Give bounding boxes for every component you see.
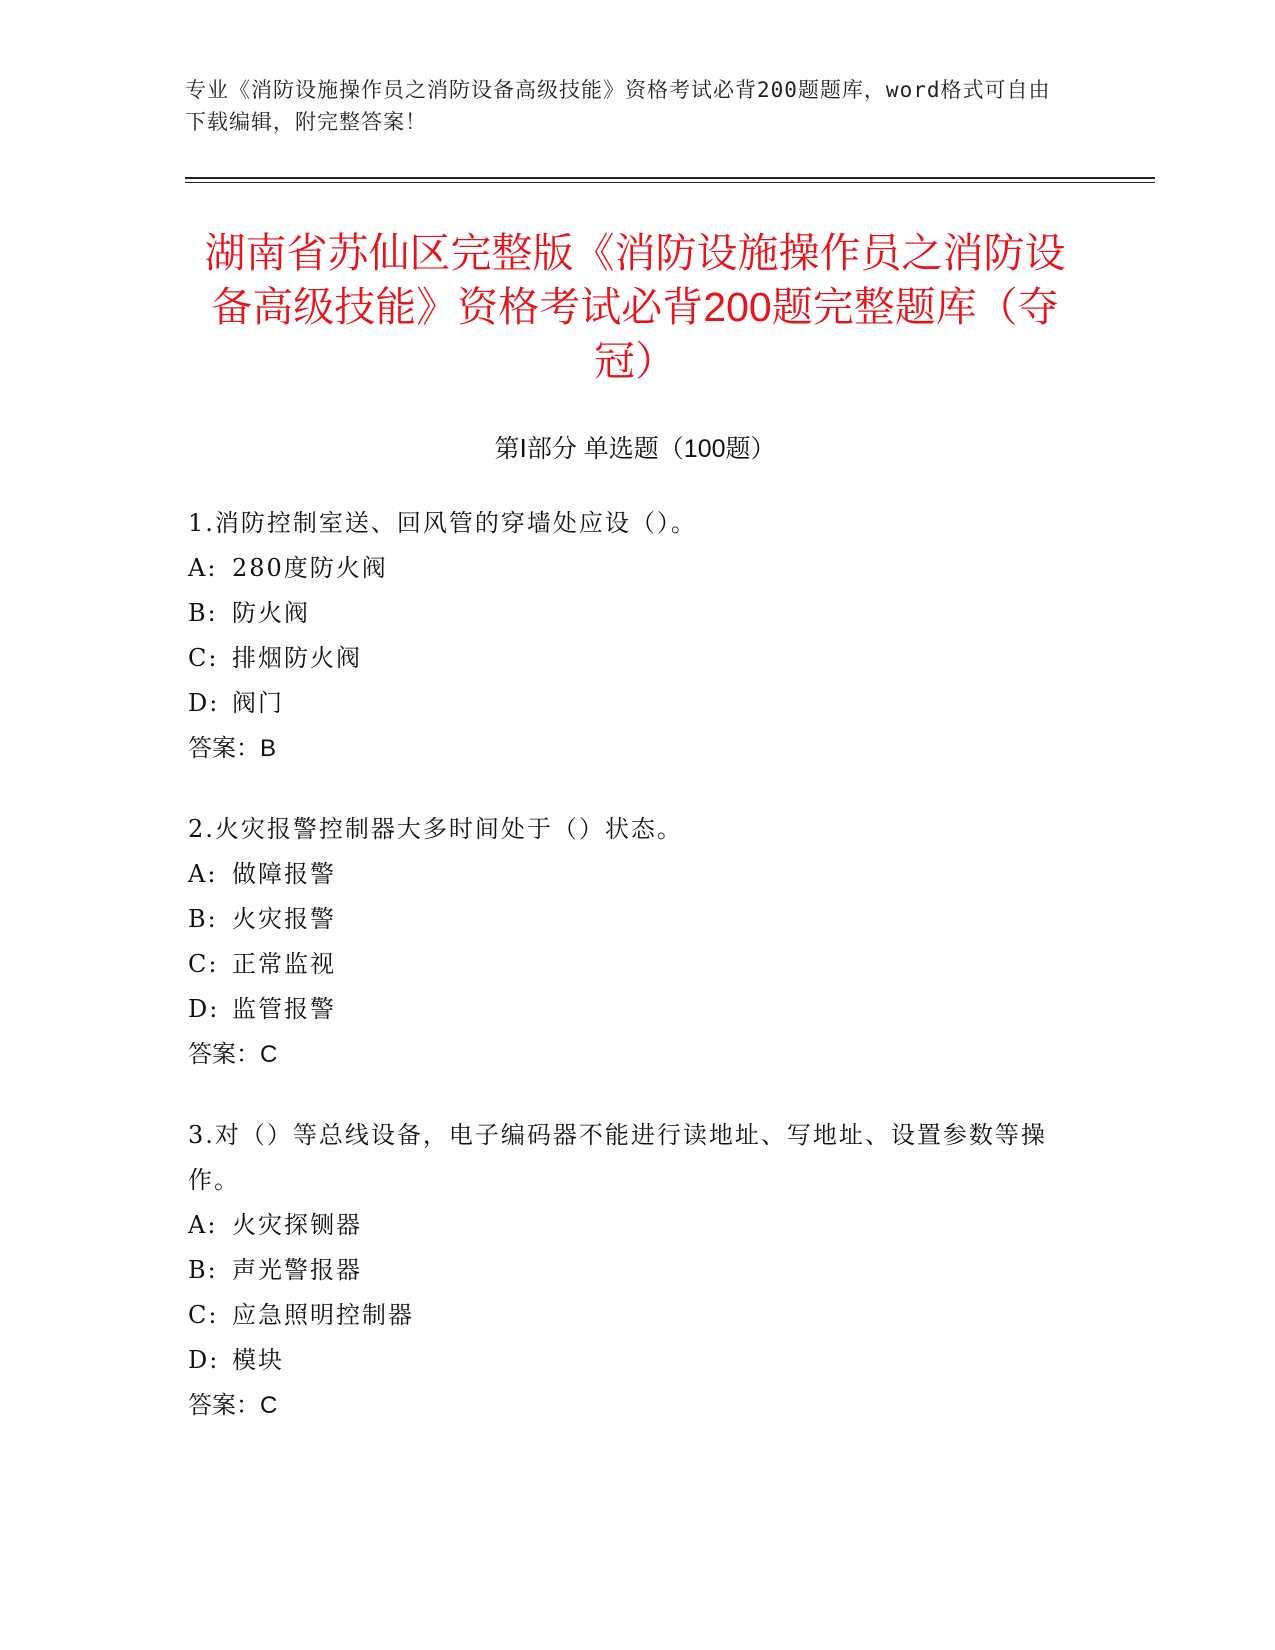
option-label: B: <box>188 1256 218 1284</box>
option-label: A: <box>188 554 218 582</box>
question-stem: 1.消防控制室送、回风管的穿墙处应设（）。 <box>188 509 697 537</box>
question-3 <box>188 1113 1068 1429</box>
option-a <box>188 1203 1068 1248</box>
option-text: 声光警报器 <box>232 1256 362 1284</box>
option-d <box>188 987 1068 1032</box>
document-title: 湖南省苏仙区完整版《消防设施操作员之消防设备高级技能》资格考试必背200题完整题库（夺冠） <box>204 230 1066 384</box>
question-stem: 3.对（）等总线设备，电子编码器不能进行读地址、写地址、设置参数等操作。 <box>188 1121 1047 1194</box>
option-b <box>188 1248 1068 1293</box>
option-d <box>188 681 1068 726</box>
question-stem: 2.火灾报警控制器大多时间处于（）状态。 <box>188 815 683 843</box>
answer-line: 答案：B <box>188 735 277 762</box>
question-1 <box>188 501 1068 772</box>
option-text: 火灾探铡器 <box>232 1211 362 1239</box>
option-text: 做障报警 <box>232 860 336 888</box>
option-text: 模块 <box>232 1346 284 1374</box>
answer-line: 答案：C <box>188 1392 278 1419</box>
option-label: C: <box>188 644 219 672</box>
option-label: A: <box>188 1211 218 1239</box>
option-label: D: <box>188 1346 220 1374</box>
option-label: B: <box>188 905 218 933</box>
question-2 <box>188 807 1068 1078</box>
header-divider-thick <box>185 177 1155 179</box>
option-c <box>188 942 1068 987</box>
option-label: C: <box>188 950 219 978</box>
header-divider-thin <box>185 182 1155 183</box>
option-text: 应急照明控制器 <box>232 1301 414 1329</box>
option-label: A: <box>188 860 218 888</box>
option-text: 正常监视 <box>232 950 336 978</box>
option-text: 监管报警 <box>232 995 336 1023</box>
option-text: 阀门 <box>232 689 284 717</box>
option-d <box>188 1338 1068 1383</box>
option-label: D: <box>188 689 220 717</box>
option-text: 火灾报警 <box>232 905 336 933</box>
header-note: 专业《消防设施操作员之消防设备高级技能》资格考试必背200题题库，word格式可自由下载编辑，附完整答案！ <box>185 78 1051 134</box>
answer-line: 答案：C <box>188 1041 278 1068</box>
option-text: 防火阀 <box>232 599 310 627</box>
option-text: 排烟防火阀 <box>232 644 362 672</box>
option-c <box>188 636 1068 681</box>
option-a <box>188 546 1068 591</box>
option-label: D: <box>188 995 220 1023</box>
option-label: B: <box>188 599 218 627</box>
option-b <box>188 897 1068 942</box>
section-heading: 第Ⅰ部分 单选题（100题） <box>494 435 776 463</box>
option-text: 280度防火阀 <box>232 554 388 582</box>
option-b <box>188 591 1068 636</box>
option-c <box>188 1293 1068 1338</box>
option-label: C: <box>188 1301 219 1329</box>
option-a <box>188 852 1068 897</box>
